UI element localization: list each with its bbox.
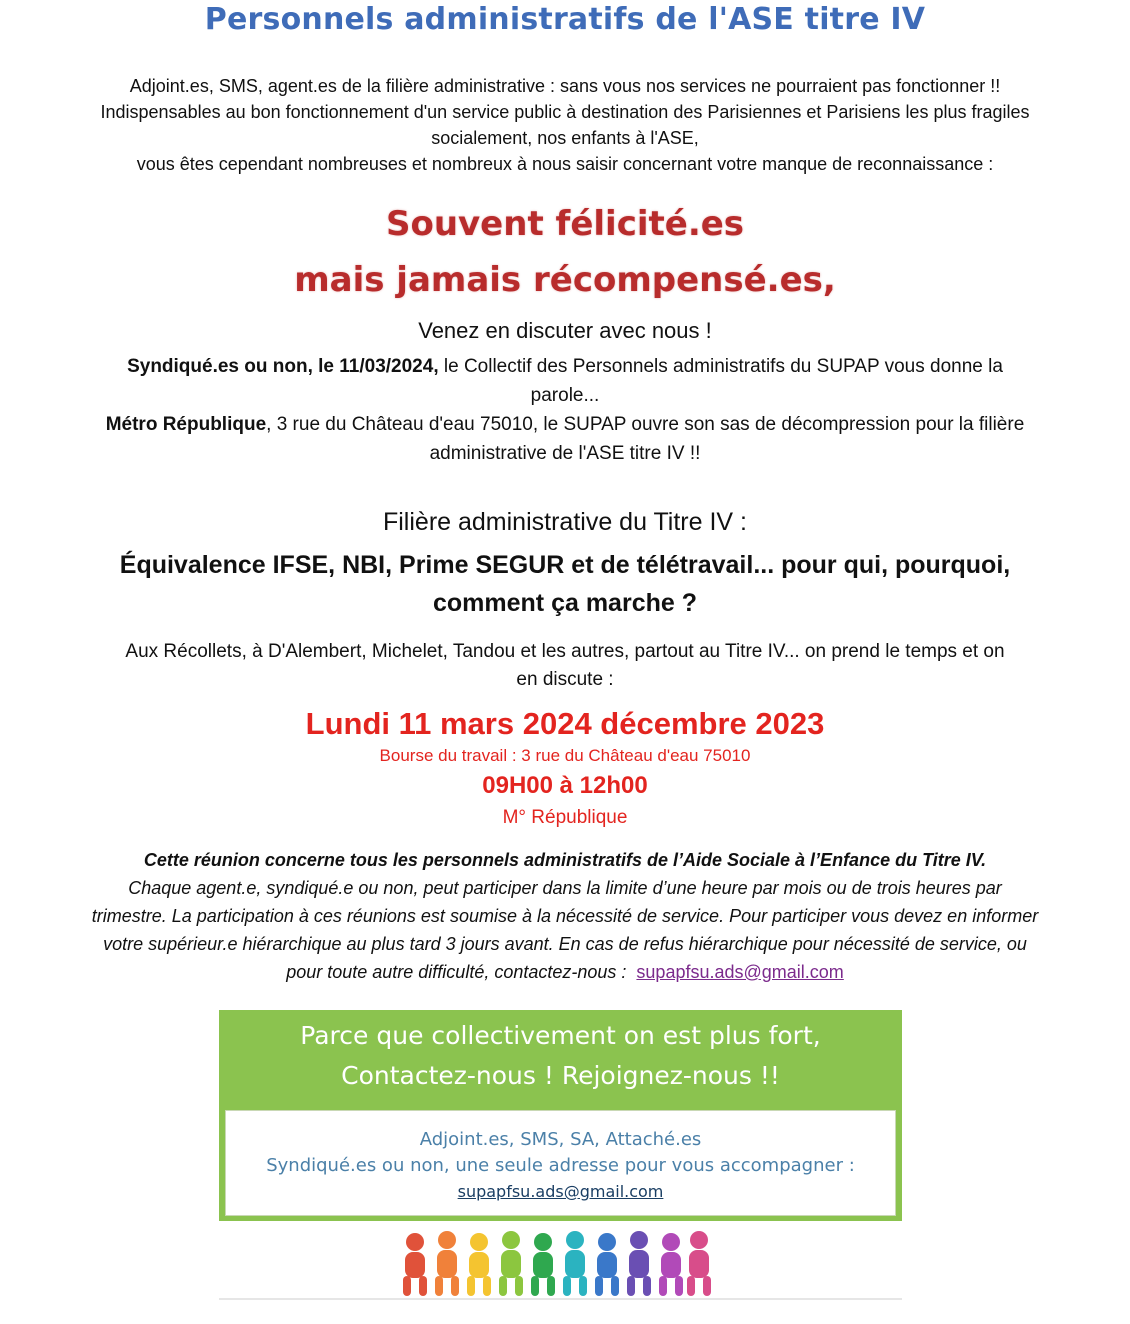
banner-heading-line: Contactez-nous ! Rejoignez-nous !!: [341, 1061, 780, 1090]
info-line: parole...: [530, 385, 600, 406]
person-figure: [563, 1231, 587, 1296]
locations-line: Aux Récollets, à D'Alembert, Michelet, Tandou et les autres, partout au Titre IV... on prend le temps et on: [125, 641, 1005, 662]
participation-note: [20, 846, 1110, 986]
intro-line: Indispensables au bon fonctionnement d'un service public à destination des Parisiennes et Parisiens les plus fragiles: [100, 102, 1030, 122]
banner-heading: [219, 1016, 902, 1096]
intro-line: vous êtes cependant nombreuses et nombreux à nous saisir concernant votre manque de reconnaissance :: [136, 154, 994, 174]
slogan-line: Souvent félicité.es: [385, 204, 745, 244]
info-metro-bold: Métro République: [105, 414, 267, 435]
banner-audience: Adjoint.es, SMS, SA, Attaché.es: [419, 1129, 702, 1150]
bottom-divider: [219, 1298, 902, 1300]
section-heading: Filière administrative du Titre IV :: [382, 508, 747, 536]
person-figure: [403, 1233, 427, 1296]
info-line: administrative de l'ASE titre IV !!: [429, 443, 701, 464]
intro-paragraph: [20, 73, 1110, 177]
note-text: pour toute autre difficulté, contactez-nous :: [286, 962, 627, 982]
banner-contact-box: [225, 1110, 896, 1216]
note-bold-line: [20, 846, 1110, 874]
person-figure: [467, 1233, 491, 1296]
contact-banner: [219, 1010, 902, 1221]
event-date: Lundi 11 mars 2024 décembre 2023: [305, 706, 825, 741]
info-text: le Collectif des Personnels administratifs du SUPAP vous donne la: [438, 356, 1003, 377]
banner-email-link[interactable]: supapfsu.ads@gmail.com: [457, 1182, 664, 1201]
slogan: [0, 196, 1130, 308]
note-line: Chaque agent.e, syndiqué.e ou non, peut participer dans la limite d’une heure par mois ou de trois heures par: [128, 878, 1002, 898]
person-figure: [687, 1231, 711, 1296]
person-figure: [659, 1233, 683, 1296]
slogan-line: mais jamais récompensé.es,: [294, 260, 836, 300]
page-title: Personnels administratifs de l'ASE titre IV: [204, 2, 926, 37]
locations-paragraph: [20, 638, 1110, 694]
banner-heading-line: Parce que collectivement on est plus fort,: [300, 1021, 821, 1050]
topic-heading: [40, 546, 1090, 622]
event-metro: M° République: [502, 807, 628, 828]
note-line: [20, 958, 1110, 986]
banner-text: Syndiqué.es ou non, une seule adresse pour vous accompagner :: [266, 1155, 855, 1176]
topic-line: comment ça marche ?: [433, 589, 697, 617]
info-line: [20, 410, 1110, 439]
person-figure: [435, 1231, 459, 1296]
email-link[interactable]: supapfsu.ads@gmail.com: [636, 962, 844, 982]
event-place: Bourse du travail : 3 rue du Château d'eau 75010: [379, 746, 751, 765]
info-line: [20, 352, 1110, 381]
info-text: , 3 rue du Château d'eau 75010, le SUPAP ouvre son sas de décompression pour la filière: [266, 414, 1025, 435]
intro-line: Adjoint.es, SMS, agent.es de la filière administrative : sans vous nos services ne pourraient pas fonctionner !!: [129, 76, 1001, 96]
info-date-bold: Syndiqué.es ou non, le 11/03/2024,: [127, 356, 439, 377]
person-figure: [595, 1233, 619, 1296]
note-line: votre supérieur.e hiérarchique au plus tard 3 jours avant. En cas de refus hiérarchique pour nécessité de service, ou: [103, 934, 1027, 954]
locations-line: en discute :: [516, 669, 614, 690]
people-chain-icon: [395, 1228, 715, 1300]
note-line: trimestre. La participation à ces réunions est soumise à la nécessité de service. Pour participer vous devez en informer: [91, 906, 1039, 926]
info-paragraph: [20, 352, 1110, 468]
invitation-heading: Venez en discuter avec nous !: [418, 318, 712, 343]
event-time: 09H00 à 12h00: [482, 772, 648, 799]
person-figure: [627, 1231, 651, 1296]
person-figure: [499, 1231, 523, 1296]
intro-line: socialement, nos enfants à l'ASE,: [431, 128, 699, 148]
topic-line: Équivalence IFSE, NBI, Prime SEGUR et de télétravail... pour qui, pourquoi,: [119, 551, 1011, 579]
note-bold-text: Cette réunion concerne tous les personnels administratifs de l’Aide Sociale à l’Enfance du Titre IV.: [143, 850, 987, 870]
person-figure: [531, 1233, 555, 1296]
